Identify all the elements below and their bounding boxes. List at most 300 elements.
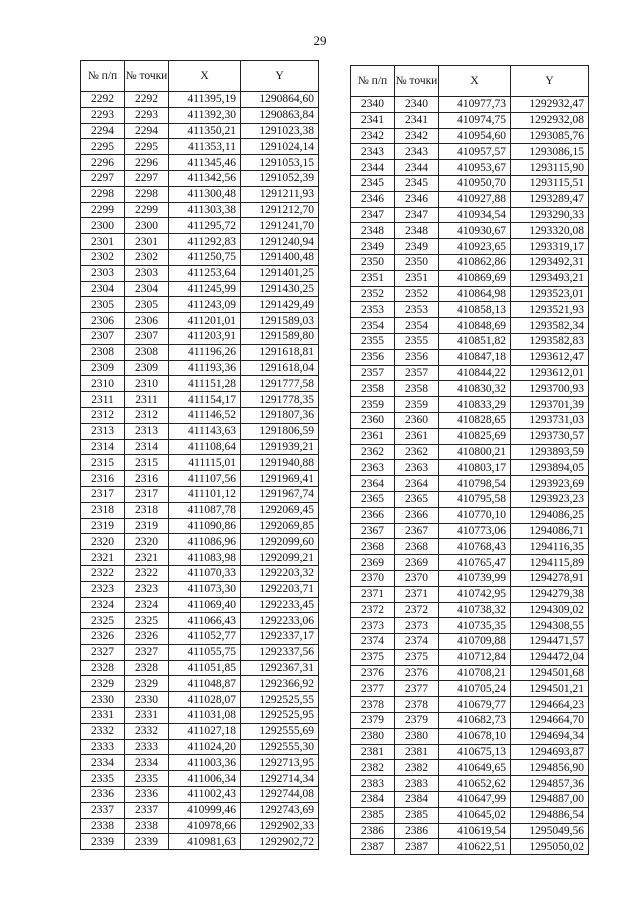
cell-x: 410765,47 [439,555,511,571]
cell-point: 2308 [125,344,169,360]
cell-point: 2354 [395,318,439,334]
cell-n: 2336 [81,787,125,803]
cell-n: 2381 [351,744,395,760]
cell-n: 2318 [81,502,125,518]
table-row [81,123,319,139]
cell-y: 1291430,25 [241,281,319,297]
cell-y: 1291618,04 [241,360,319,376]
table-row [351,381,589,397]
cell-x: 411083,98 [169,550,241,566]
cell-y: 1292099,21 [241,550,319,566]
table-row [351,302,589,318]
cell-n: 2374 [351,634,395,650]
cell-x: 410844,22 [439,365,511,381]
cell-n: 2369 [351,555,395,571]
cell-n: 2351 [351,270,395,286]
cell-n: 2366 [351,507,395,523]
cell-point: 2355 [395,333,439,349]
cell-point: 2300 [125,218,169,234]
table-row [81,644,319,660]
cell-y: 1293730,57 [511,428,589,444]
cell-x: 410622,51 [439,839,511,855]
cell-x: 411031,08 [169,708,241,724]
cell-n: 2295 [81,139,125,155]
table-row [351,112,589,128]
cell-n: 2382 [351,760,395,776]
cell-n: 2337 [81,802,125,818]
cell-n: 2308 [81,344,125,360]
cell-x: 410709,88 [439,634,511,650]
header-point: № точки [395,66,439,97]
cell-x: 411395,19 [169,92,241,108]
cell-x: 410773,06 [439,523,511,539]
cell-point: 2332 [125,723,169,739]
cell-y: 1293523,01 [511,286,589,302]
table-row [351,460,589,476]
table-row [351,649,589,665]
cell-n: 2387 [351,839,395,855]
cell-x: 410864,98 [439,286,511,302]
cell-x: 410851,82 [439,333,511,349]
table-row [351,412,589,428]
cell-n: 2297 [81,170,125,186]
cell-n: 2352 [351,286,395,302]
cell-y: 1291212,70 [241,202,319,218]
table-row [351,144,589,160]
cell-y: 1291939,21 [241,439,319,455]
table-row [81,186,319,202]
cell-x: 411295,72 [169,218,241,234]
cell-x: 410848,69 [439,318,511,334]
cell-point: 2371 [395,586,439,602]
cell-n: 2373 [351,618,395,634]
cell-x: 410800,21 [439,444,511,460]
cell-x: 410678,10 [439,728,511,744]
table-row [351,602,589,618]
cell-point: 2301 [125,234,169,250]
cell-n: 2294 [81,123,125,139]
cell-x: 410862,86 [439,254,511,270]
cell-y: 1291052,39 [241,170,319,186]
cell-point: 2362 [395,444,439,460]
table-row [351,175,589,191]
cell-n: 2356 [351,349,395,365]
table-row [351,97,589,113]
table-row [81,376,319,392]
cell-y: 1292555,69 [241,723,319,739]
cell-y: 1294308,55 [511,618,589,634]
cell-x: 411024,20 [169,739,241,755]
coordinates-table-left [80,60,319,850]
cell-point: 2344 [395,160,439,176]
cell-y: 1291940,88 [241,455,319,471]
cell-x: 410830,32 [439,381,511,397]
cell-y: 1294886,54 [511,807,589,823]
cell-point: 2378 [395,697,439,713]
cell-point: 2306 [125,313,169,329]
table-row [81,629,319,645]
cell-point: 2385 [395,807,439,823]
cell-point: 2351 [395,270,439,286]
cell-point: 2313 [125,423,169,439]
cell-y: 1294472,04 [511,649,589,665]
table-row [81,818,319,834]
table-row [81,613,319,629]
table-row [351,586,589,602]
cell-x: 410934,54 [439,207,511,223]
cell-x: 411101,12 [169,486,241,502]
table-row [81,660,319,676]
cell-n: 2315 [81,455,125,471]
cell-n: 2322 [81,565,125,581]
cell-n: 2328 [81,660,125,676]
cell-x: 410705,24 [439,681,511,697]
cell-x: 410825,69 [439,428,511,444]
cell-n: 2342 [351,128,395,144]
cell-n: 2377 [351,681,395,697]
table-row [351,744,589,760]
cell-x: 410708,21 [439,665,511,681]
cell-n: 2333 [81,739,125,755]
table-row [81,218,319,234]
cell-n: 2343 [351,144,395,160]
table-row [351,160,589,176]
cell-point: 2338 [125,818,169,834]
cell-x: 410981,63 [169,834,241,850]
cell-y: 1292932,47 [511,97,589,113]
cell-n: 2334 [81,755,125,771]
cell-point: 2340 [395,97,439,113]
cell-n: 2311 [81,392,125,408]
cell-point: 2323 [125,581,169,597]
cell-y: 1292069,85 [241,518,319,534]
table-row [351,665,589,681]
cell-y: 1293612,01 [511,365,589,381]
cell-y: 1293115,51 [511,175,589,191]
cell-y: 1291211,93 [241,186,319,202]
cell-y: 1292902,72 [241,834,319,850]
cell-x: 411345,46 [169,155,241,171]
table-row [81,739,319,755]
cell-point: 2293 [125,107,169,123]
cell-point: 2305 [125,297,169,313]
cell-y: 1294471,57 [511,634,589,650]
cell-n: 2350 [351,254,395,270]
coordinates-table-right [350,65,589,855]
cell-point: 2320 [125,534,169,550]
table-row [81,107,319,123]
cell-point: 2302 [125,249,169,265]
table-row [351,397,589,413]
table-row [81,834,319,850]
cell-y: 1291241,70 [241,218,319,234]
cell-n: 2301 [81,234,125,250]
table-row [81,502,319,518]
table-row [351,839,589,855]
cell-y: 1294664,23 [511,697,589,713]
cell-n: 2365 [351,491,395,507]
cell-x: 411243,09 [169,297,241,313]
cell-point: 2369 [395,555,439,571]
cell-y: 1292367,31 [241,660,319,676]
cell-n: 2357 [351,365,395,381]
cell-point: 2372 [395,602,439,618]
cell-point: 2315 [125,455,169,471]
cell-point: 2365 [395,491,439,507]
cell-n: 2316 [81,471,125,487]
cell-point: 2347 [395,207,439,223]
cell-y: 1291240,94 [241,234,319,250]
table-row [81,771,319,787]
cell-n: 2346 [351,191,395,207]
cell-x: 410927,88 [439,191,511,207]
cell-x: 411342,56 [169,170,241,186]
cell-y: 1294501,68 [511,665,589,681]
cell-y: 1294086,25 [511,507,589,523]
cell-x: 411193,36 [169,360,241,376]
header-n: № п/п [81,61,125,92]
cell-x: 410798,54 [439,476,511,492]
cell-n: 2326 [81,629,125,645]
cell-n: 2330 [81,692,125,708]
cell-point: 2325 [125,613,169,629]
cell-point: 2348 [395,223,439,239]
cell-point: 2292 [125,92,169,108]
cell-point: 2321 [125,550,169,566]
cell-point: 2297 [125,170,169,186]
cell-y: 1292203,71 [241,581,319,597]
cell-y: 1292099,60 [241,534,319,550]
table-row [81,297,319,313]
table-row [81,518,319,534]
cell-point: 2298 [125,186,169,202]
cell-y: 1293085,76 [511,128,589,144]
cell-point: 2312 [125,407,169,423]
cell-n: 2380 [351,728,395,744]
cell-y: 1294115,89 [511,555,589,571]
cell-x: 410739,99 [439,570,511,586]
cell-x: 410768,43 [439,539,511,555]
cell-x: 410679,77 [439,697,511,713]
cell-point: 2386 [395,823,439,839]
table-row [351,428,589,444]
table-row [351,776,589,792]
table-row [81,708,319,724]
cell-x: 411201,01 [169,313,241,329]
cell-n: 2378 [351,697,395,713]
cell-n: 2327 [81,644,125,660]
table-row [351,507,589,523]
cell-x: 410950,70 [439,175,511,191]
cell-n: 2349 [351,239,395,255]
table-row [81,802,319,818]
table-row [81,392,319,408]
table-row [351,491,589,507]
cell-y: 1292337,56 [241,644,319,660]
cell-point: 2363 [395,460,439,476]
cell-y: 1294857,36 [511,776,589,792]
cell-x: 410957,57 [439,144,511,160]
table-row [81,344,319,360]
cell-point: 2359 [395,397,439,413]
cell-n: 2376 [351,665,395,681]
cell-point: 2307 [125,328,169,344]
cell-y: 1293582,83 [511,333,589,349]
header-y: Y [241,61,319,92]
cell-x: 411002,43 [169,787,241,803]
cell-n: 2371 [351,586,395,602]
cell-x: 411292,83 [169,234,241,250]
table-row [351,570,589,586]
cell-x: 410675,13 [439,744,511,760]
table-row [351,128,589,144]
cell-x: 411027,18 [169,723,241,739]
cell-point: 2336 [125,787,169,803]
table-row [81,423,319,439]
cell-n: 2341 [351,112,395,128]
cell-y: 1293492,31 [511,254,589,270]
cell-y: 1294694,34 [511,728,589,744]
cell-x: 410742,95 [439,586,511,602]
cell-x: 411003,36 [169,755,241,771]
table-row [81,92,319,108]
cell-n: 2313 [81,423,125,439]
cell-point: 2299 [125,202,169,218]
cell-point: 2328 [125,660,169,676]
table-row [81,313,319,329]
cell-y: 1291400,48 [241,249,319,265]
cell-point: 2314 [125,439,169,455]
cell-x: 410978,66 [169,818,241,834]
cell-y: 1292366,92 [241,676,319,692]
table-header-row [81,61,319,92]
cell-n: 2306 [81,313,125,329]
table-header-row [351,66,589,97]
cell-y: 1293731,03 [511,412,589,428]
cell-x: 410803,17 [439,460,511,476]
cell-y: 1293700,93 [511,381,589,397]
cell-y: 1293289,47 [511,191,589,207]
cell-n: 2384 [351,792,395,808]
cell-n: 2298 [81,186,125,202]
table-row [81,234,319,250]
cell-point: 2341 [395,112,439,128]
cell-n: 2299 [81,202,125,218]
cell-x: 411028,07 [169,692,241,708]
cell-x: 411392,30 [169,107,241,123]
cell-point: 2349 [395,239,439,255]
cell-x: 410930,67 [439,223,511,239]
cell-y: 1293320,08 [511,223,589,239]
header-x: X [169,61,241,92]
cell-point: 2309 [125,360,169,376]
cell-point: 2361 [395,428,439,444]
cell-n: 2385 [351,807,395,823]
table-row [351,555,589,571]
cell-n: 2325 [81,613,125,629]
cell-x: 410999,46 [169,802,241,818]
cell-x: 410649,65 [439,760,511,776]
cell-point: 2357 [395,365,439,381]
cell-x: 410858,13 [439,302,511,318]
cell-y: 1292714,34 [241,771,319,787]
table-row [351,318,589,334]
table-row [81,170,319,186]
cell-n: 2339 [81,834,125,850]
cell-y: 1293923,69 [511,476,589,492]
cell-y: 1293612,47 [511,349,589,365]
cell-n: 2321 [81,550,125,566]
cell-n: 2367 [351,523,395,539]
cell-n: 2361 [351,428,395,444]
cell-x: 410977,73 [439,97,511,113]
table-row [351,286,589,302]
cell-n: 2379 [351,713,395,729]
table-row [81,328,319,344]
cell-n: 2329 [81,676,125,692]
cell-point: 2387 [395,839,439,855]
cell-x: 410869,69 [439,270,511,286]
cell-y: 1294309,02 [511,602,589,618]
cell-n: 2348 [351,223,395,239]
cell-y: 1291053,15 [241,155,319,171]
table-row [81,360,319,376]
table-row [81,550,319,566]
cell-point: 2330 [125,692,169,708]
cell-point: 2379 [395,713,439,729]
cell-y: 1294693,87 [511,744,589,760]
cell-y: 1293701,39 [511,397,589,413]
table-row [81,265,319,281]
cell-point: 2339 [125,834,169,850]
cell-y: 1293319,17 [511,239,589,255]
cell-y: 1292713,95 [241,755,319,771]
cell-point: 2334 [125,755,169,771]
cell-point: 2335 [125,771,169,787]
cell-y: 1292902,33 [241,818,319,834]
cell-point: 2331 [125,708,169,724]
table-row [81,565,319,581]
cell-point: 2367 [395,523,439,539]
cell-x: 411143,63 [169,423,241,439]
cell-x: 411048,87 [169,676,241,692]
cell-y: 1291969,41 [241,471,319,487]
cell-x: 410833,29 [439,397,511,413]
cell-y: 1294501,21 [511,681,589,697]
cell-n: 2360 [351,412,395,428]
cell-y: 1294856,90 [511,760,589,776]
cell-x: 410974,75 [439,112,511,128]
cell-n: 2363 [351,460,395,476]
cell-point: 2370 [395,570,439,586]
cell-x: 411070,33 [169,565,241,581]
cell-y: 1292744,08 [241,787,319,803]
cell-n: 2293 [81,107,125,123]
cell-y: 1292525,95 [241,708,319,724]
cell-x: 411087,78 [169,502,241,518]
cell-point: 2310 [125,376,169,392]
table-row [81,692,319,708]
table-row [351,823,589,839]
cell-point: 2319 [125,518,169,534]
cell-y: 1293893,59 [511,444,589,460]
cell-n: 2302 [81,249,125,265]
cell-n: 2383 [351,776,395,792]
cell-n: 2359 [351,397,395,413]
cell-x: 411006,34 [169,771,241,787]
cell-point: 2380 [395,728,439,744]
cell-y: 1291778,35 [241,392,319,408]
